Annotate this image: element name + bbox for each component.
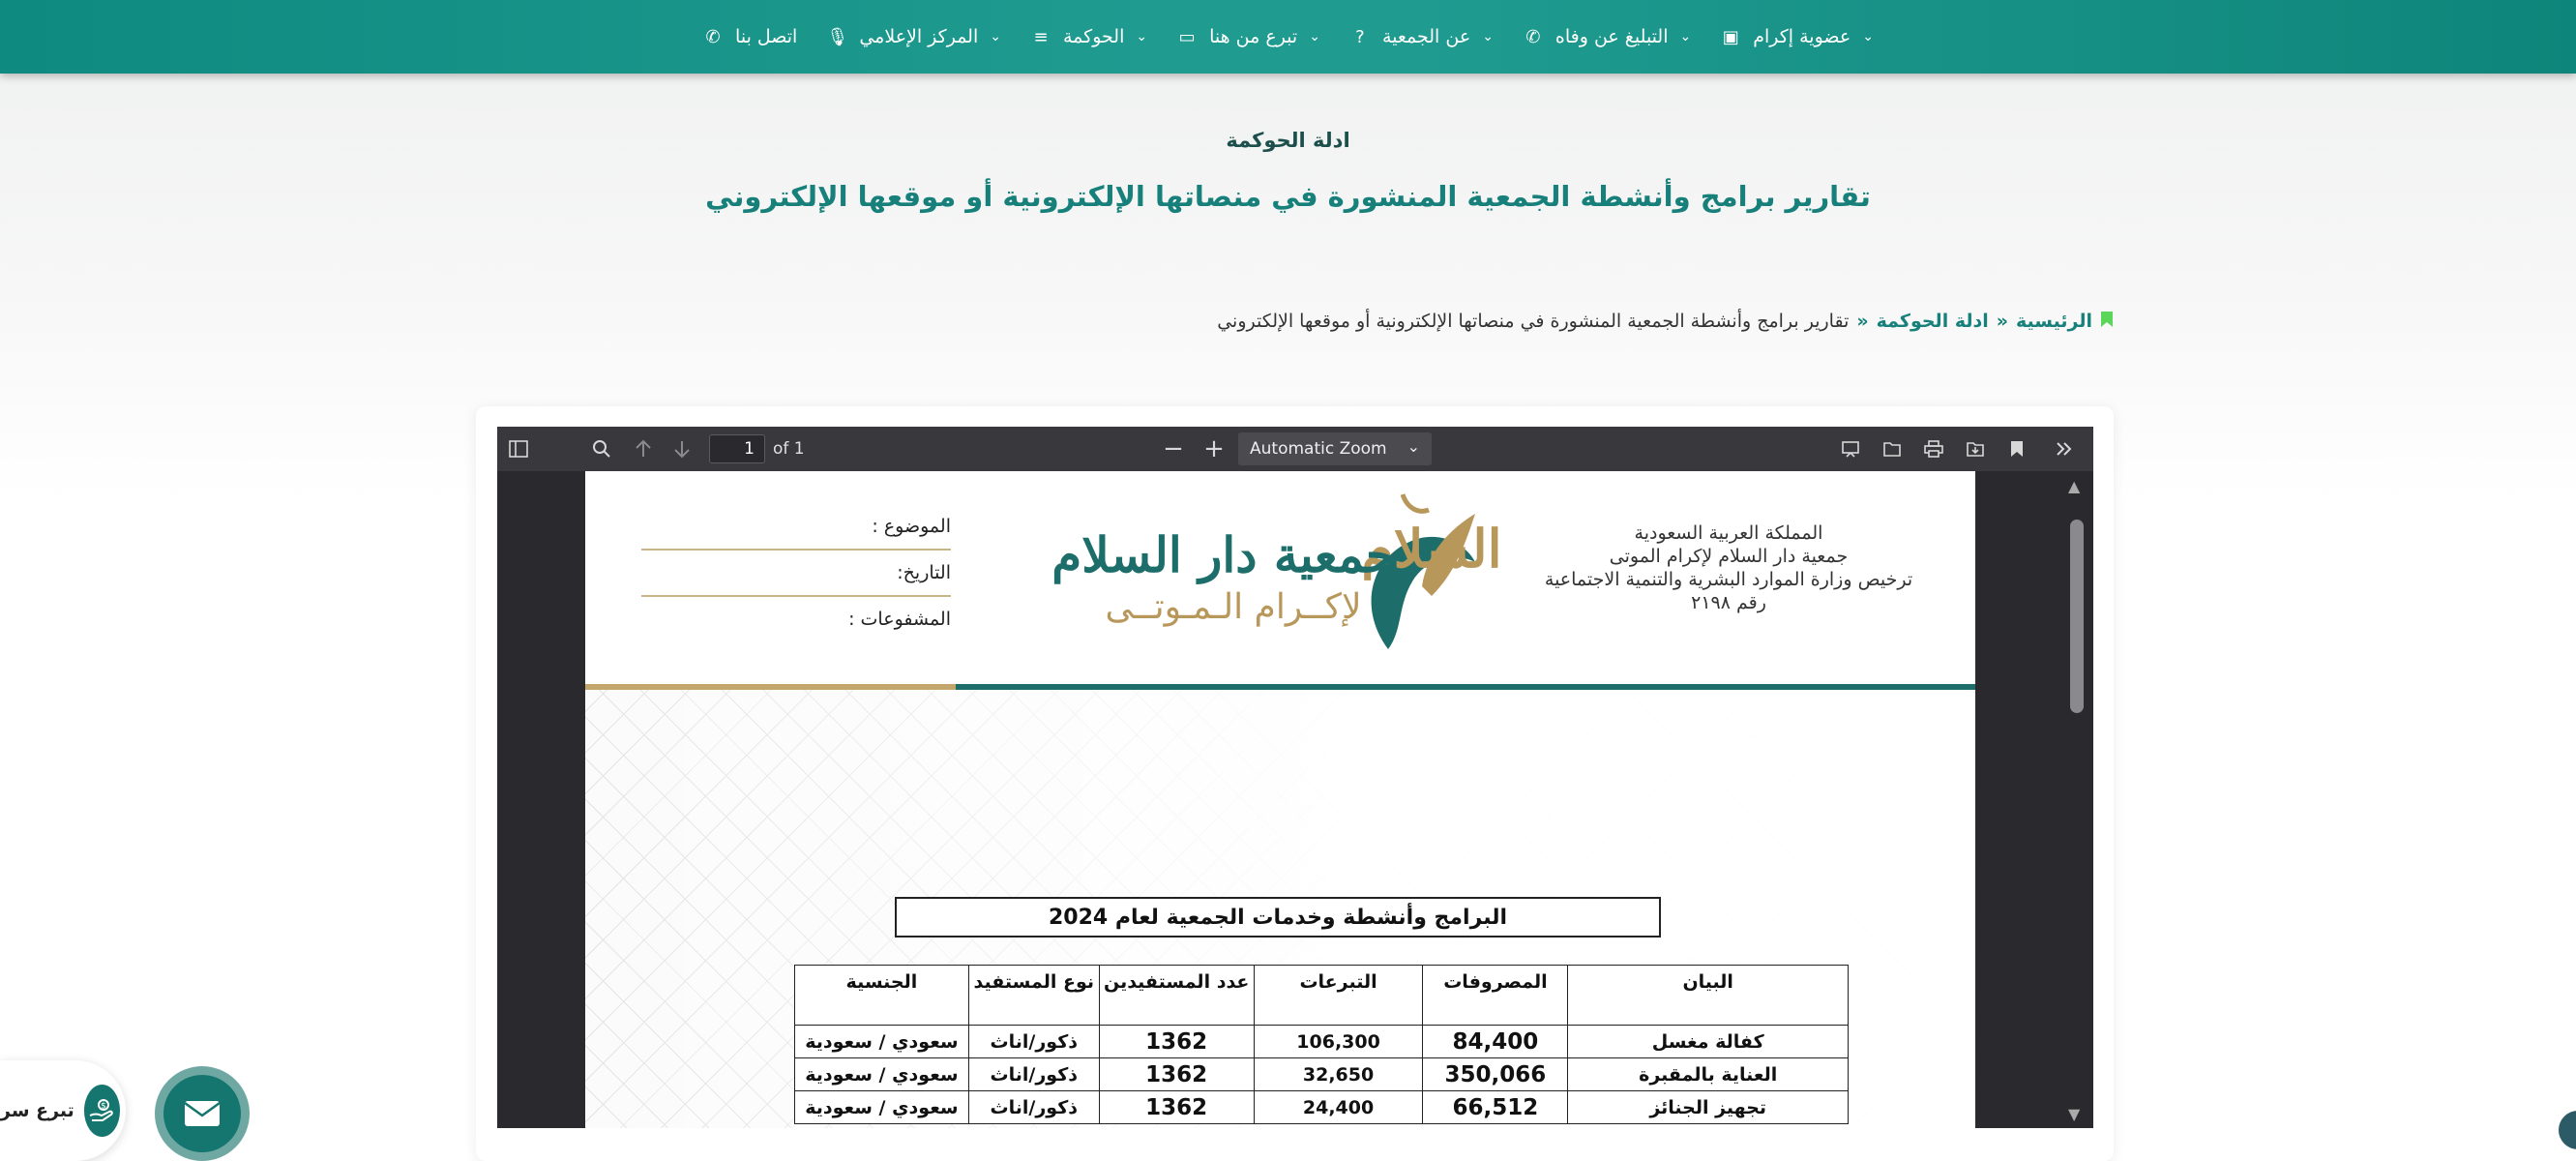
table-cell: سعودي / سعودية	[795, 1026, 969, 1058]
page-title: تقارير برامج وأنشطة الجمعية المنشورة في منصاتها الإلكترونية أو موقعها الإلكتروني	[705, 180, 1871, 213]
nav-item-label: تبرع من هنا	[1209, 26, 1298, 47]
table-cell: 1362	[1099, 1058, 1254, 1091]
header-divider-teal	[956, 684, 1975, 690]
print-icon[interactable]	[1920, 435, 1947, 462]
letterhead-text	[1516, 521, 1941, 614]
scroll-top-button[interactable]	[2559, 1111, 2576, 1149]
donate-hand-icon	[84, 1085, 120, 1137]
nav-item-media-center[interactable]	[826, 26, 1001, 47]
menu-lines-icon: ≡	[1033, 26, 1049, 47]
scroll-down-icon[interactable]: ▼	[2068, 1105, 2081, 1123]
pdf-viewer	[497, 427, 2093, 1128]
page-number-input[interactable]	[709, 434, 765, 463]
nav-item-membership[interactable]	[1720, 26, 1874, 47]
table-cell: 66,512	[1423, 1091, 1568, 1124]
table-cell: 84,400	[1423, 1026, 1568, 1058]
contact-mail-button[interactable]	[155, 1066, 250, 1161]
arrow-up-icon[interactable]	[630, 435, 657, 462]
chevron-down-icon: ⌄	[990, 29, 1001, 45]
nav-item-contact[interactable]	[702, 26, 797, 47]
table-cell: ذكور/اناث	[968, 1026, 1099, 1058]
presentation-mode-icon[interactable]	[1837, 435, 1864, 462]
table-cell: 32,650	[1254, 1058, 1423, 1091]
table-header-row	[795, 966, 1849, 1026]
pdf-page	[585, 471, 1975, 1128]
tools-chevron-icon[interactable]	[2051, 435, 2078, 462]
table-cell: سعودي / سعودية	[795, 1058, 969, 1091]
table-cell: 24,400	[1254, 1091, 1423, 1124]
quick-donate-button[interactable]	[0, 1060, 126, 1161]
header-divider-gold	[585, 684, 956, 690]
table-row	[795, 1058, 1849, 1091]
open-file-icon[interactable]	[1879, 435, 1906, 462]
letterhead-line: ترخيص وزارة الموارد البشرية والتنمية الاجتماعية	[1544, 569, 1913, 590]
question-icon: ?	[1355, 26, 1365, 47]
pdf-toolbar	[497, 427, 2093, 471]
date-field	[641, 560, 951, 607]
scroll-up-icon[interactable]: ▲	[2068, 477, 2081, 495]
table-cell: ذكور/اناث	[968, 1058, 1099, 1091]
phone-call-icon: ✆	[1525, 26, 1541, 47]
microphone-icon: 🎙	[826, 26, 849, 47]
table-cell: كفالة مغسل	[1568, 1026, 1849, 1058]
quick-donate-label: تبرع سر	[0, 1100, 74, 1121]
table-cell: العناية بالمقبرة	[1568, 1058, 1849, 1091]
nav-item-report-death[interactable]	[1523, 26, 1691, 47]
nav-item-label: عضوية إكرام	[1753, 26, 1851, 47]
nav-item-label: عن الجمعية	[1381, 26, 1471, 47]
nav-item-about[interactable]	[1349, 26, 1494, 47]
table-cell: 106,300	[1254, 1026, 1423, 1058]
zoom-select[interactable]	[1238, 432, 1432, 465]
nav-item-governance[interactable]	[1030, 26, 1147, 47]
nav-item-donate[interactable]	[1176, 26, 1320, 47]
column-header: البيان	[1568, 966, 1849, 1026]
pdf-scrollbar[interactable]	[2060, 471, 2093, 1128]
programs-table	[794, 965, 1849, 1124]
chevron-down-icon: ⌄	[1136, 29, 1148, 45]
column-header: الجنسية	[795, 966, 969, 1026]
breadcrumb-separator: »	[1996, 311, 2009, 332]
credit-card-icon: ▭	[1178, 26, 1196, 47]
breadcrumb-section-link[interactable]: ادلة الحوكمة	[1876, 311, 1989, 332]
sidebar-toggle-icon[interactable]	[505, 435, 532, 462]
column-header: عدد المستفيدين	[1099, 966, 1254, 1026]
nav-item-label: التبليغ عن وفاه	[1554, 26, 1669, 47]
organization-logo	[1040, 475, 1504, 669]
bookmark-icon[interactable]	[2003, 435, 2030, 462]
id-card-icon: ▣	[1722, 26, 1739, 47]
nav-item-label: الحوكمة	[1062, 26, 1125, 47]
zoom-in-button[interactable]: +	[1203, 434, 1225, 463]
field-label: المشفوعات :	[848, 609, 951, 630]
column-header: المصروفات	[1423, 966, 1568, 1026]
field-label: التاريخ:	[897, 562, 951, 583]
svg-text:$: $	[101, 1101, 107, 1112]
mail-icon	[163, 1075, 241, 1152]
table-cell: سعودي / سعودية	[795, 1091, 969, 1124]
zoom-out-button[interactable]: −	[1163, 434, 1184, 463]
chevron-down-icon: ⌄	[1309, 29, 1320, 45]
logo-name: جمعية دار السلام	[1051, 526, 1396, 583]
logo-tagline: لإكــرام الـمـوتــى	[1105, 587, 1362, 627]
arrow-down-icon[interactable]	[668, 435, 696, 462]
phone-icon: ✆	[705, 26, 721, 47]
top-navigation	[0, 0, 2576, 74]
letter-fields	[641, 514, 951, 653]
column-header: التبرعات	[1254, 966, 1423, 1026]
breadcrumb-separator: »	[1856, 311, 1869, 332]
chevron-down-icon: ⌄	[1482, 29, 1494, 45]
page-kicker: ادلة الحوكمة	[1226, 129, 1350, 152]
subject-field	[641, 514, 951, 560]
table-cell: 1362	[1099, 1026, 1254, 1058]
letterhead-line: جمعية دار السلام لإكرام الموتى	[1609, 546, 1849, 567]
scrollbar-thumb[interactable]	[2070, 520, 2084, 713]
breadcrumb	[1217, 310, 2114, 333]
search-icon[interactable]	[588, 435, 615, 462]
table-row	[795, 1026, 1849, 1058]
table-cell: 350,066	[1423, 1058, 1568, 1091]
breadcrumb-current: تقارير برامج وأنشطة الجمعية المنشورة في منصاتها الإلكترونية أو موقعها الإلكتروني	[1217, 311, 1850, 332]
nav-item-label: اتصل بنا	[735, 26, 798, 47]
download-icon[interactable]	[1962, 435, 1989, 462]
letterhead-line: رقم ٢١٩٨	[1691, 592, 1766, 613]
bookmark-icon	[2100, 310, 2114, 333]
attachments-field	[641, 607, 951, 653]
document-title: البرامج وأنشطة وخدمات الجمعية لعام 2024	[895, 897, 1661, 938]
zoom-select-value: Automatic Zoom	[1250, 439, 1387, 459]
table-cell: ذكور/اناث	[968, 1091, 1099, 1124]
table-row	[795, 1091, 1849, 1124]
column-header: نوع المستفيد	[968, 966, 1099, 1026]
table-cell: 1362	[1099, 1091, 1254, 1124]
letterhead-line: المملكة العربية السعودية	[1634, 522, 1823, 544]
chevron-down-icon: ⌄	[1862, 29, 1874, 45]
page-count: of 1	[773, 439, 805, 459]
chevron-down-icon: ⌄	[1679, 29, 1692, 45]
chevron-down-icon: ⌄	[1406, 437, 1420, 456]
table-cell: تجهيز الجنائز	[1568, 1091, 1849, 1124]
field-label: الموضوع :	[872, 516, 951, 537]
breadcrumb-home-link[interactable]: الرئيسية	[2016, 311, 2092, 332]
logo-mark: السلام	[1361, 518, 1502, 580]
nav-item-label: المركز الإعلامي	[859, 26, 979, 47]
